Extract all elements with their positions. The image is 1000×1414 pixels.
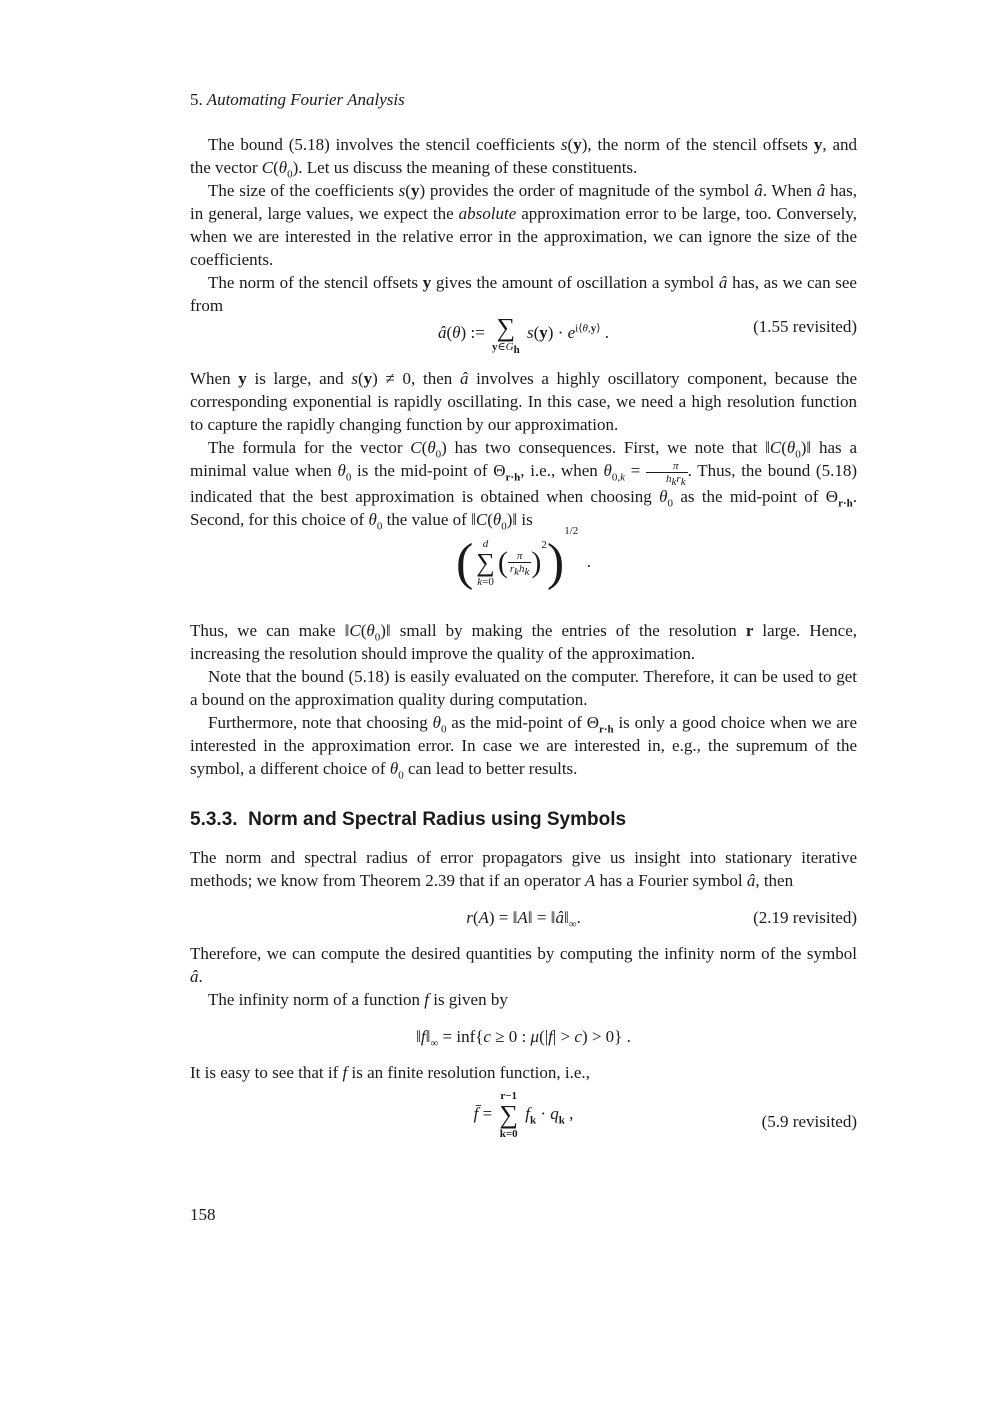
paragraph-2: The size of the coefficients s(y) provides the order of magnitude of the symbol â. When â has, in general, large values, we expect the absolute approximation error to be large, too. Conversely, when we are interested in the relative error in the approximation, we can ignore the size of the coefficients. [190,181,857,269]
equation-norm-c: ( d ∑ k=0 ( $\frac{\pi}{r_kh_k}$ )$^2$)$^{1/2}$ . [455,524,592,591]
paragraph-11: The infinity norm of a function f is given by [208,989,508,1009]
section-heading: 5.3.3. Norm and Spectral Radius using Symbols [190,808,627,830]
chapter-title: Automating Fourier Analysis [206,90,405,109]
paragraph-12: It is easy to see that if f is an finite resolution function, i.e., [190,1062,590,1082]
paragraph-6: Thus, we can make $‖C(\theta_0)‖$ small by making the entries of the resolution r large. Hence, increasing the resolution should improve the quality of the approximation. [190,620,858,663]
equation-1-55: â(θ) := ∑ $y\in G_h$ $s(y) \cdot e^{i⟨\theta,y⟩}$ . (1.55 revisited) [438,313,857,357]
paragraph-3: The norm of the stencil offsets y gives the amount of oscillation a symbol â has, as we can see from [190,273,857,315]
running-head [190,88,857,111]
paragraph-7: Note that the bound (5.18) is easily evaluated on the computer. Therefore, it can be used to get a bound on the approximation quality during computation. [190,666,857,709]
equation-tag: (1.55 revisited) [753,317,857,336]
paragraph-9: The norm and spectral radius of error propagators give us insight into stationary iterative methods; we know from Theorem 2.39 that if an operator A has a Fourier symbol â, then [190,847,857,890]
paragraph-10: Therefore, we can compute the desired quantities by computing the infinity norm of the symbol â. [190,943,857,986]
paragraph-4: When y is large, and s(y) ≠ 0, then â involves a highly oscillatory component, because the corresponding exponential is rapidly oscillating. In this case, we need a high resolution function to capture the rapidly changing function by our approximation. [190,369,857,434]
chapter-number: 5. [190,90,203,109]
paragraph-8: Furthermore, note that choosing $\theta_0$ as the mid-point of $\Theta_{r\cdot h}$ is only a good choice when we are interested in the approximation error. In case we are interested in, e.g., the supremum of the symbol, a different choice of $\theta_0$ can lead to better results. [190,712,857,781]
paragraph-5: The formula for the vector $C(\theta_0)$ has two consequences. First, we note that $‖C(\theta_0)‖$ has a minimal value when $\theta_0$ is the mid-point of $\Theta_{r\cdot h}$, i.e., when $\theta_{0,k}$ = $\frac{\pi}{h_kr_k}$ . Thus, the bound (5.18) indicated that the best approximation is obtained when choosing $\theta_0$ as the mid-point of $\Theta_{r\cdot h}$. Second, for this choice of $\theta_0$ the value of $‖C(\theta_0)‖$ is [190,438,857,532]
equation-5-9: f̄ = r−1 ∑ k=0 $f_k \cdot q_k$ , (5.9 revisited) [473,1089,857,1140]
paragraph-1: The bound (5.18) involves the stencil coefficients s(y), the norm of the stencil offsets y, and the vector $C(\theta_0)$. Let us discuss the meaning of these constituents. [190,135,857,181]
page-number: 158 [190,1205,216,1224]
equation-infinity-norm: $‖f‖_\infty = inf\{c \ge 0$ : μ(|f| > c) > 0} . [416,1026,631,1049]
equation-2-19: r(A) = ‖A‖ = $‖â‖_\infty$. (2.19 revisited) [466,907,857,930]
page-content [190,88,857,1154]
equation-tag: (2.19 revisited) [753,907,857,927]
equation-tag: (5.9 revisited) [761,1111,857,1131]
